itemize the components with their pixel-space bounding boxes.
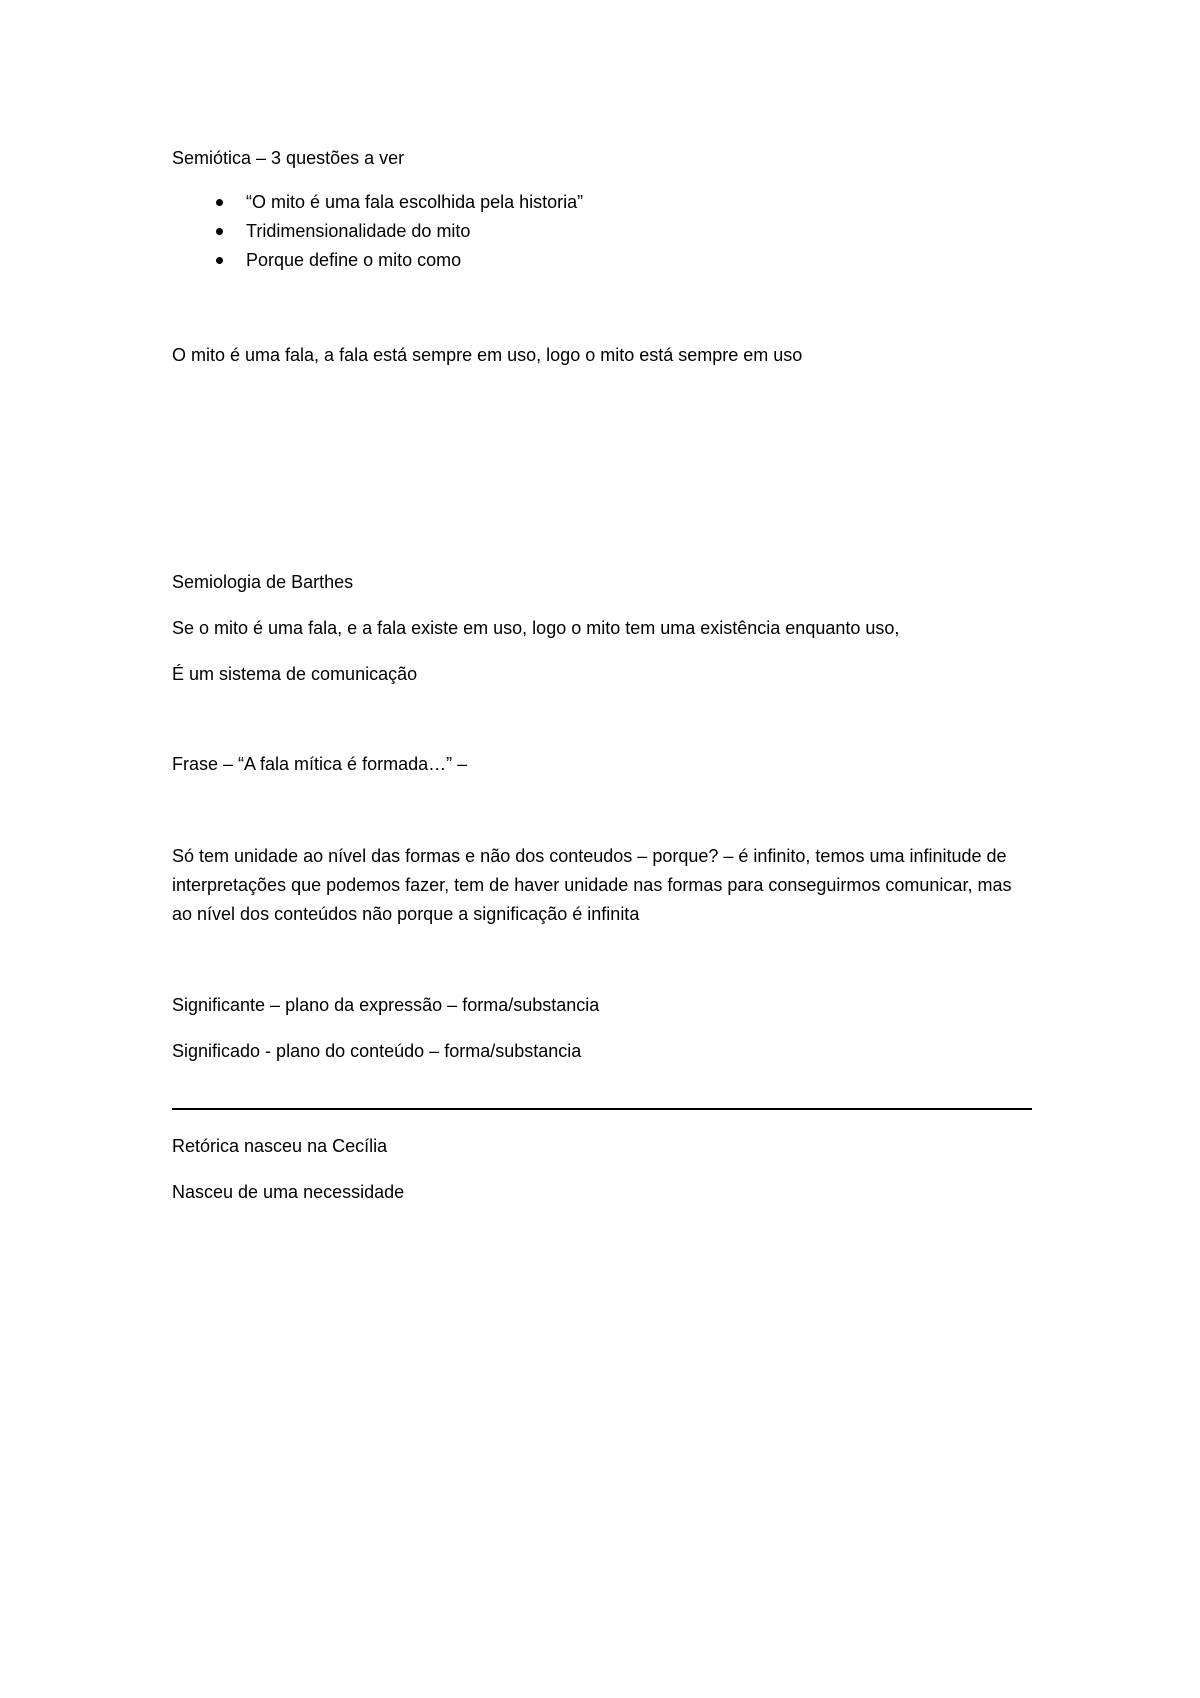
section-title: Semiologia de Barthes bbox=[172, 572, 354, 592]
paragraph-line: É um sistema de comunicação bbox=[172, 664, 418, 684]
bullet-icon bbox=[216, 228, 223, 235]
bullet-icon bbox=[216, 199, 223, 206]
list-item bbox=[172, 246, 583, 275]
statement-text: O mito é uma fala, a fala está sempre em uso, logo o mito está sempre em uso bbox=[172, 345, 803, 365]
horizontal-divider bbox=[172, 1108, 1032, 1110]
retorica-line: Retórica nasceu na Cecília bbox=[172, 1136, 388, 1156]
retorica-line: Nasceu de uma necessidade bbox=[172, 1182, 405, 1202]
significante-line: Significante – plano da expressão – forma/substancia bbox=[172, 995, 600, 1015]
paragraph-line: Se o mito é uma fala, e a fala existe em uso, logo o mito tem uma existência enquanto uso, bbox=[172, 618, 900, 638]
document-heading: Semiótica – 3 questões a ver bbox=[172, 148, 405, 168]
list-item-text: Porque define o mito como bbox=[246, 250, 462, 270]
significado-line: Significado - plano do conteúdo – forma/substancia bbox=[172, 1041, 582, 1061]
question-list bbox=[172, 188, 583, 275]
list-item bbox=[172, 217, 583, 246]
bullet-icon bbox=[216, 257, 223, 264]
list-item-text: Tridimensionalidade do mito bbox=[246, 221, 471, 241]
list-item bbox=[172, 188, 583, 217]
unidade-paragraph: Só tem unidade ao nível das formas e não dos conteudos – porque? – é infinito, temos uma infinitude de interpretações que podemos fazer, tem de haver unidade nas formas para conseguirmos comunicar, mas ao nível dos conteúdos não porque a significação é infinita bbox=[172, 846, 1012, 924]
list-item-text: “O mito é uma fala escolhida pela historia” bbox=[246, 192, 584, 212]
frase-line: Frase – “A fala mítica é formada…” – bbox=[172, 754, 468, 774]
